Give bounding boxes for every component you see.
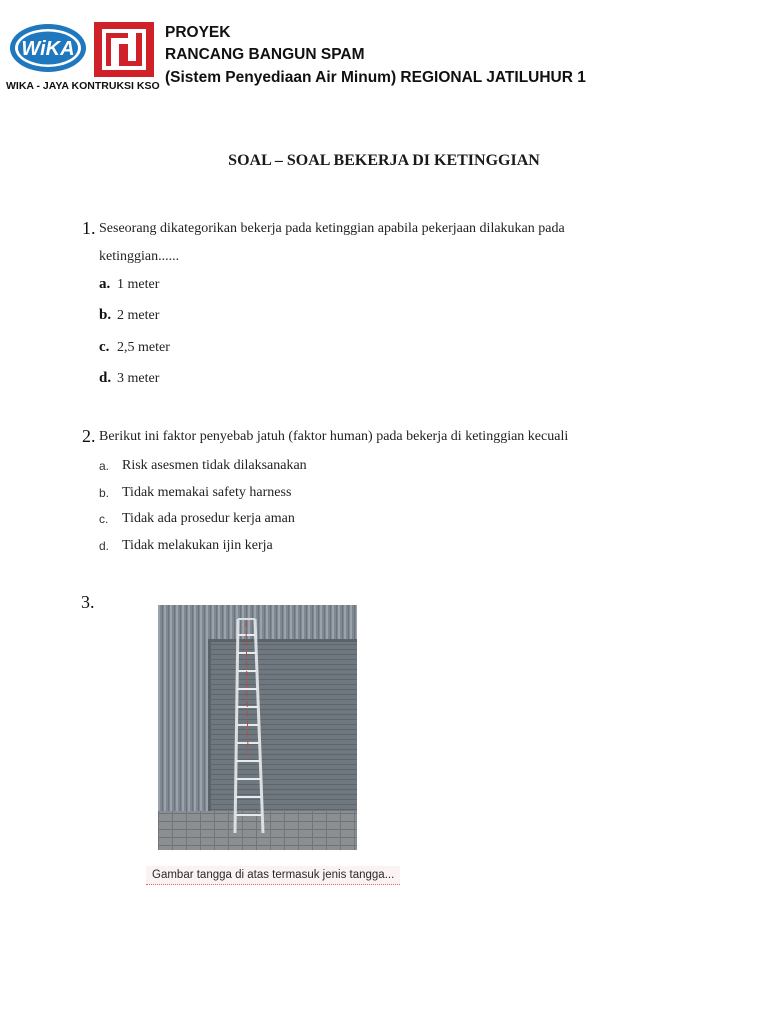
question-2-option-b-letter: b. xyxy=(99,486,110,500)
question-2-option-a-letter: a. xyxy=(99,459,110,473)
header-project-name: RANCANG BANGUN SPAM xyxy=(165,46,365,63)
question-2-number: 2. xyxy=(82,426,96,446)
question-1-option-c: 2,5 meter xyxy=(117,340,170,355)
question-1-option-a-letter: a. xyxy=(99,276,111,292)
question-2-option-d-letter: d. xyxy=(99,539,110,553)
question-2-option-c: Tidak ada prosedur kerja aman xyxy=(122,511,295,526)
question-1-option-b-letter: b. xyxy=(99,307,112,323)
header-project-subtitle: (Sistem Penyediaan Air Minum) REGIONAL JATILUHUR 1 xyxy=(165,69,586,86)
question-1-number: 1. xyxy=(82,218,96,238)
wika-logo-text: WiKA xyxy=(21,38,75,60)
question-2-text: Berikut ini faktor penyebab jatuh (faktor human) pada bekerja di ketinggian kecuali xyxy=(99,429,569,444)
jaya-konstruksi-logo xyxy=(94,22,154,77)
question-3-number: 3. xyxy=(81,592,95,612)
question-1-option-d: 3 meter xyxy=(117,371,160,386)
question-1-option-b: 2 meter xyxy=(117,308,160,323)
wika-logo xyxy=(8,22,88,74)
question-1-option-d-letter: d. xyxy=(99,370,112,386)
question-2-option-b: Tidak memakai safety harness xyxy=(122,485,292,500)
question-1-text: Seseorang dikategorikan bekerja pada ketinggian apabila pekerjaan dilakukan pada xyxy=(99,221,565,236)
question-1-option-c-letter: c. xyxy=(99,339,110,355)
ladder-photo xyxy=(158,605,357,850)
question-1-option-a: 1 meter xyxy=(117,277,160,292)
question-2-option-c-letter: c. xyxy=(99,512,109,526)
document-title: SOAL – SOAL BEKERJA DI KETINGGIAN xyxy=(228,152,540,169)
header-project: PROYEK xyxy=(165,24,231,41)
logo-caption: WIKA - JAYA KONTRUKSI KSO xyxy=(6,80,160,92)
question-2-option-d: Tidak melakukan ijin kerja xyxy=(122,538,273,553)
image-caption: Gambar tangga di atas termasuk jenis tangga... xyxy=(146,866,400,885)
question-1-text-cont: ketinggian...... xyxy=(99,249,180,264)
question-2-option-a: Risk asesmen tidak dilaksanakan xyxy=(122,458,307,473)
